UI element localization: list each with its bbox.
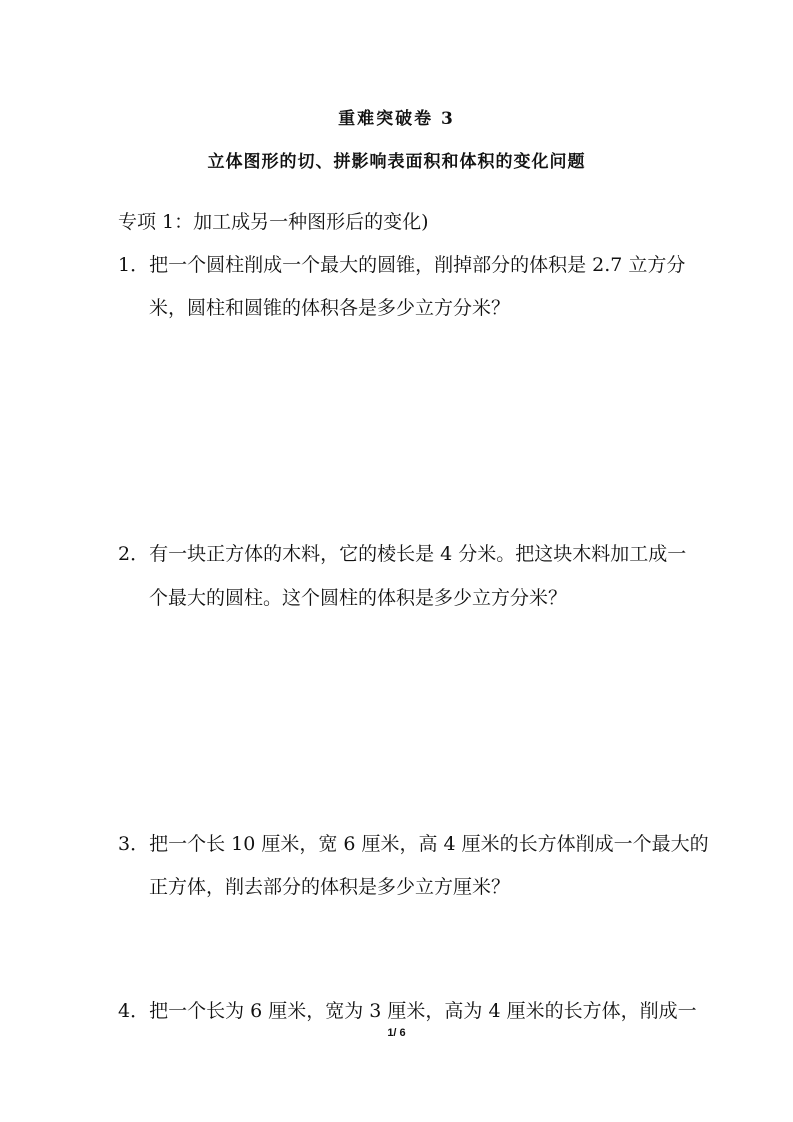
question-3-line-1	[118, 831, 709, 857]
question-1-line-1	[118, 252, 685, 278]
section-heading: 专项 1：加工成另一种图形后的变化)	[118, 211, 429, 233]
question-1-number: 1．	[118, 254, 150, 276]
question-4-number: 4．	[118, 1000, 150, 1022]
page-subtitle: 立体图形的切、拼影响表面积和体积的变化问题	[207, 152, 586, 172]
question-2-line-1	[118, 541, 686, 567]
question-1-text-2: 米，圆柱和圆锥的体积各是多少立方分米？	[149, 297, 511, 319]
question-2-number: 2．	[118, 543, 150, 565]
question-4-line-1	[118, 998, 697, 1024]
question-2-text-1: 有一块正方体的木料，它的棱长是 4 分米。把这块木料加工成一	[149, 543, 687, 565]
question-1-text-1: 把一个圆柱削成一个最大的圆锥，削掉部分的体积是 2.7 立方分	[149, 254, 686, 276]
question-2-text-2: 个最大的圆柱。这个圆柱的体积是多少立方分米？	[149, 587, 568, 609]
page-title: 重难突破卷 3	[338, 109, 455, 129]
question-3-text-2: 正方体，削去部分的体积是多少立方厘米？	[149, 876, 511, 898]
page-number: 1/ 6	[387, 1027, 406, 1039]
question-3-number: 3．	[118, 833, 150, 855]
question-4-text-1: 把一个长为 6 厘米，宽为 3 厘米，高为 4 厘米的长方体，削成一	[149, 1000, 697, 1022]
question-3-text-1: 把一个长 10 厘米，宽 6 厘米，高 4 厘米的长方体削成一个最大的	[149, 833, 709, 855]
